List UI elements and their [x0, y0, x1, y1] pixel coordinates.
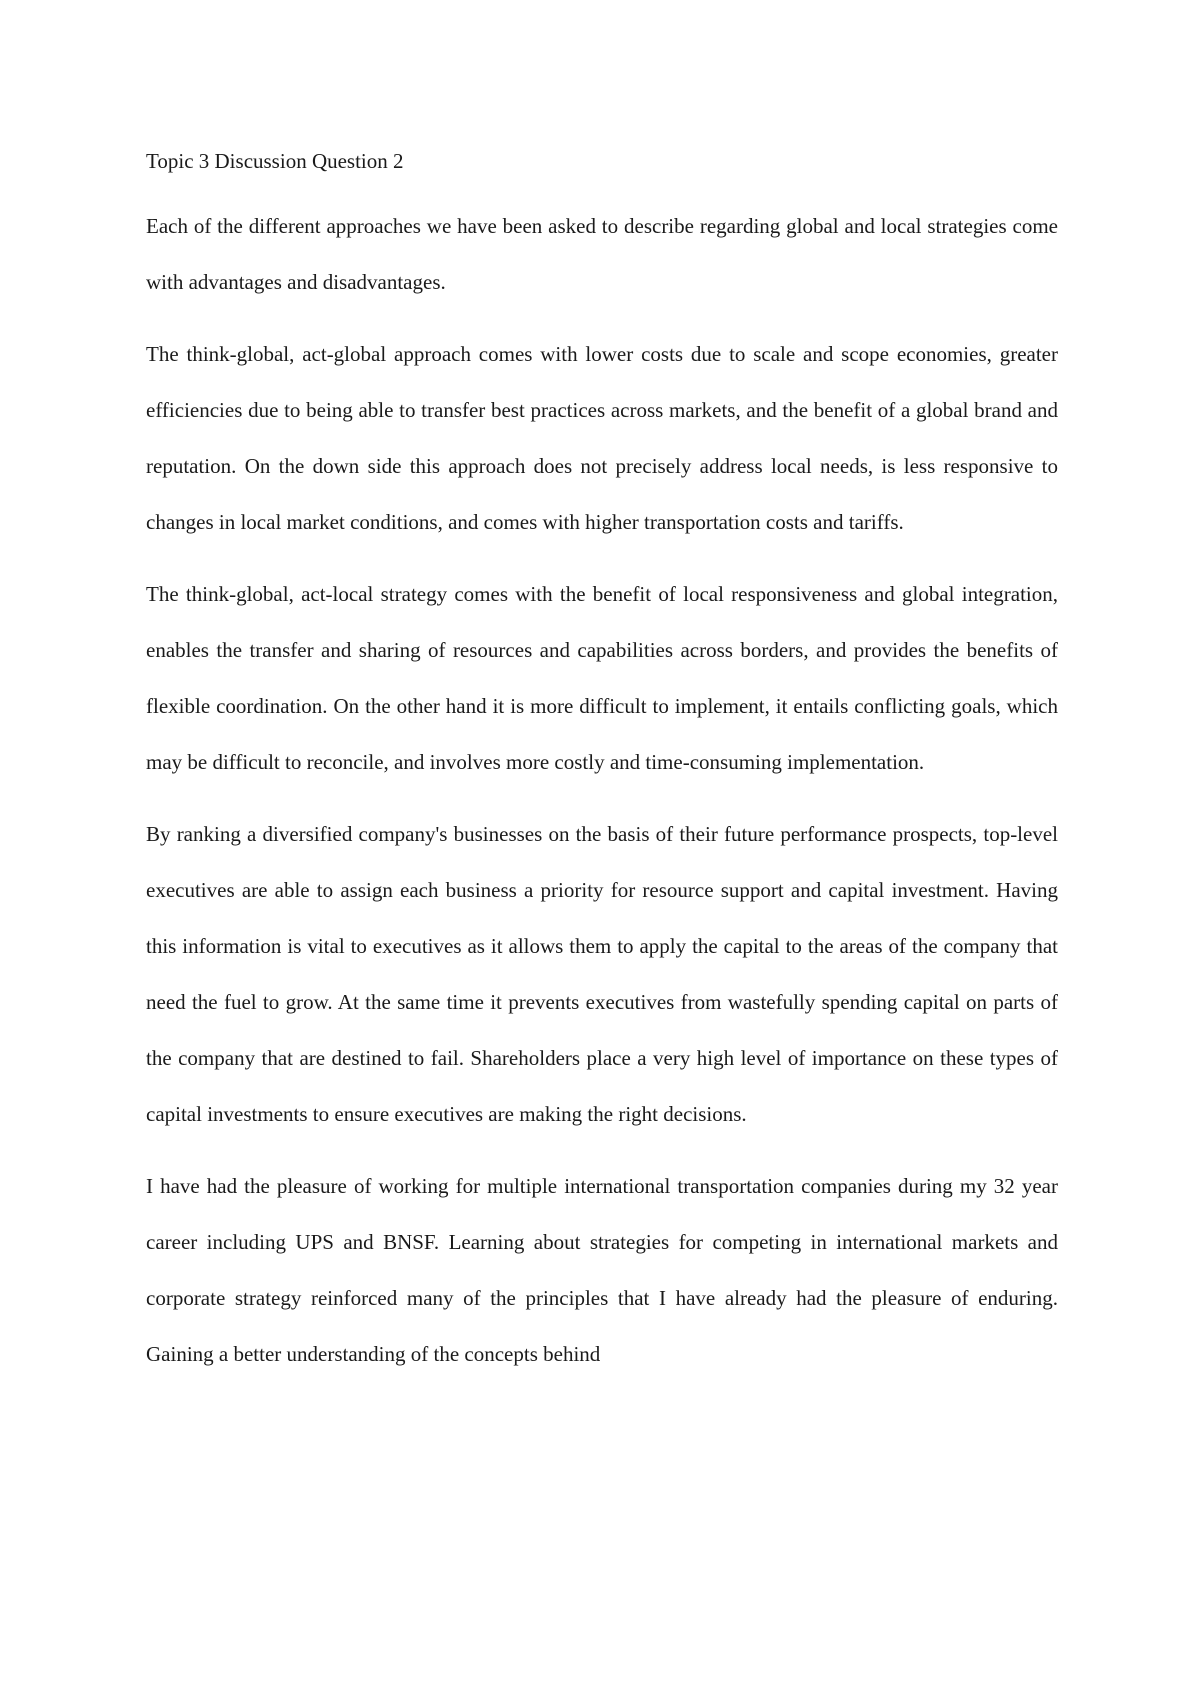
document-page: [146, 143, 1058, 1382]
paragraph-think-global-act-global: The think-global, act-global approach comes with lower costs due to scale and scope economies, greater efficiencies due to being able to transfer best practices across markets, and the benefit of a global brand and reputation. On the down side this approach does not precisely address local needs, is less responsive to changes in local market conditions, and comes with higher transportation costs and tariffs.: [146, 342, 1058, 534]
document-title: Topic 3 Discussion Question 2: [146, 149, 404, 173]
paragraph-personal-experience: I have had the pleasure of working for multiple international transportation companies during my 32 year career including UPS and BNSF. Learning about strategies for competing in international markets and corporate strategy reinforced many of the principles that I have already had the pleasure of enduring. Gaining a better understanding of the concepts behind: [146, 1174, 1058, 1366]
paragraph-intro: Each of the different approaches we have been asked to describe regarding global and local strategies come with advantages and disadvantages.: [146, 214, 1058, 294]
paragraph-think-global-act-local: The think-global, act-local strategy comes with the benefit of local responsiveness and global integration, enables the transfer and sharing of resources and capabilities across borders, and provides the benefits of flexible coordination. On the other hand it is more difficult to implement, it entails conflicting goals, which may be difficult to reconcile, and involves more costly and time-consuming implementation.: [146, 582, 1058, 774]
paragraph-ranking-businesses: By ranking a diversified company's businesses on the basis of their future performance prospects, top-level executives are able to assign each business a priority for resource support and capital investment. Having this information is vital to executives as it allows them to apply the capital to the areas of the company that need the fuel to grow. At the same time it prevents executives from wastefully spending capital on parts of the company that are destined to fail. Shareholders place a very high level of importance on these types of capital investments to ensure executives are making the right decisions.: [146, 822, 1058, 1126]
